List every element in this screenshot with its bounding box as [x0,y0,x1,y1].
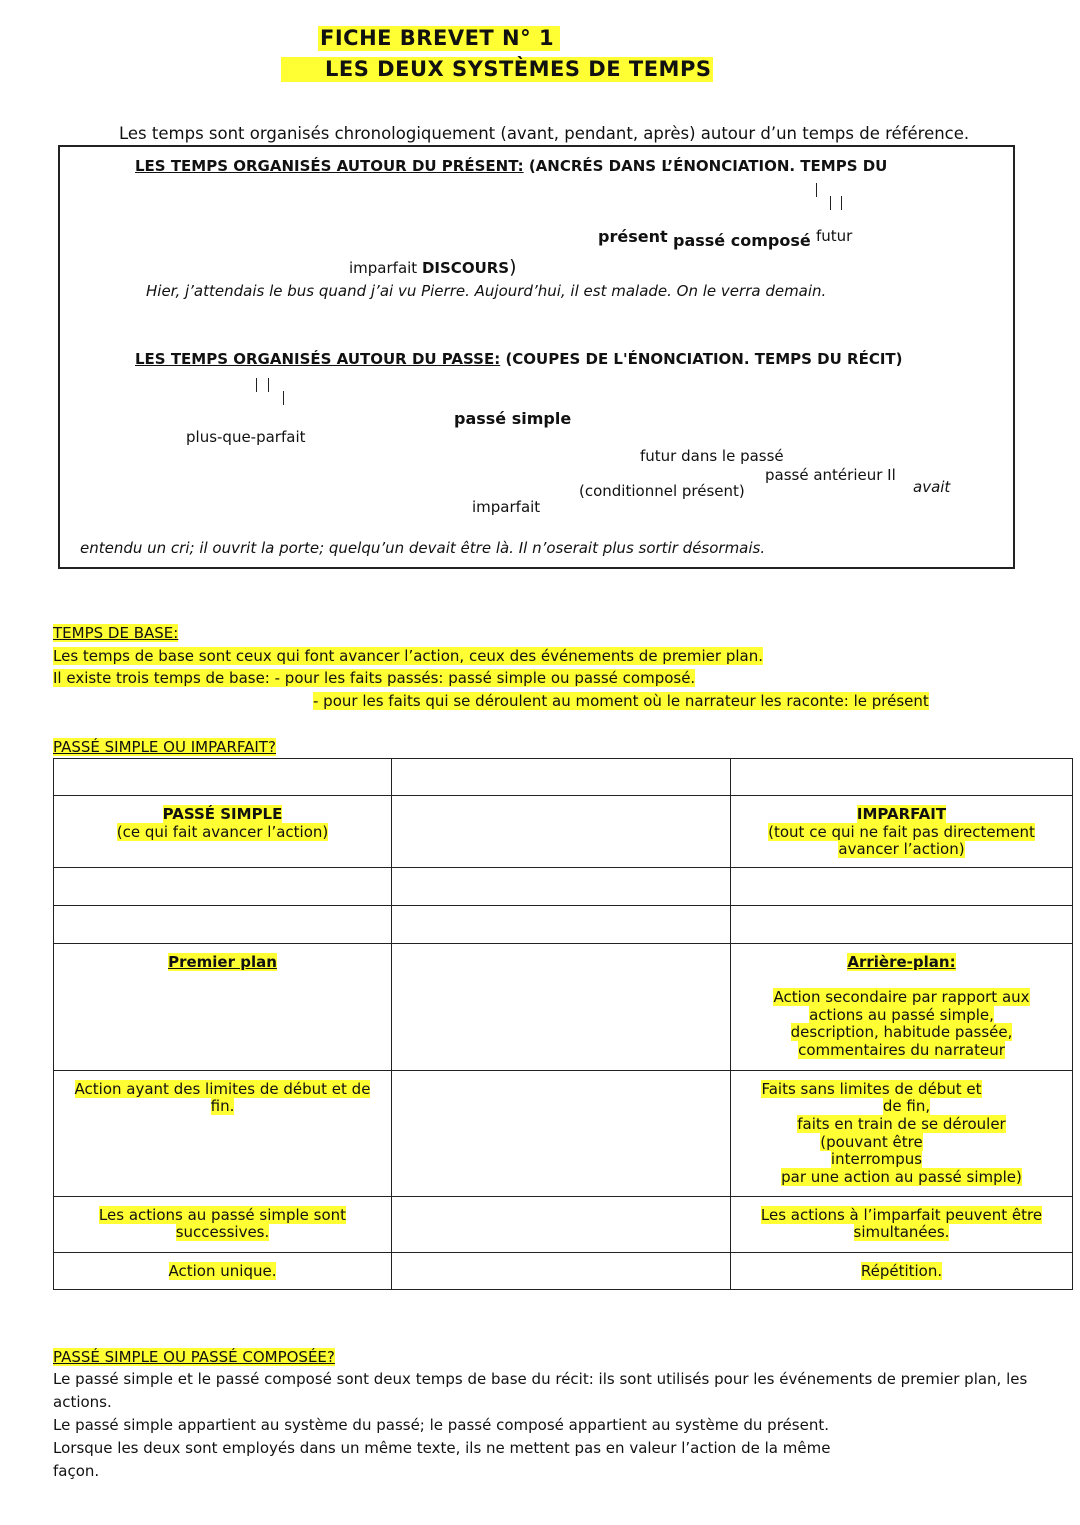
imp-repetition-text: Répétition. [860,1261,943,1280]
imp-subtitle-2: avancer l’action) [838,840,965,859]
timeline-tick [841,196,842,210]
past-system-heading-rest: (COUPES DE L'ÉNONCIATION. TEMPS DU RÉCIT) [500,350,903,368]
label-discours: DISCOURS [421,259,510,277]
table-row [54,868,1073,906]
label-avait: avait [913,478,951,496]
premier-plan-label: Premier plan [168,953,277,972]
ps-successive-line: successives. [175,1223,270,1242]
cell-imp-simultaneous [731,1196,1073,1252]
ps-vs-pc-heading: PASSÉ SIMPLE OU PASSÉ COMPOSÉE? [53,1348,335,1366]
timeline-tick [816,183,817,197]
present-system-heading [135,157,887,175]
timeline-tick [268,378,269,392]
label-present: présent [598,227,668,246]
cell-premier-plan [54,944,392,1070]
past-system-heading-underlined: LES TEMPS ORGANISÉS AUTOUR DU PASSE: [135,350,501,368]
label-passe-compose: passé composé [673,231,811,250]
label-imparfait-discours [349,256,517,279]
label-conditionnel-present: (conditionnel présent) [579,482,745,500]
page-title-line2: LES DEUX SYSTÈMES DE TEMPS [281,57,713,82]
past-system-heading [135,350,903,368]
ps-vs-pc-p3-line2: façon. [53,1462,100,1480]
imp-limits-line: interrompus [830,1150,923,1169]
temps-de-base-heading: TEMPS DE BASE: [53,624,179,642]
timeline-tick [256,378,257,392]
comparison-table [53,758,1073,1290]
ps-vs-pc-p1-line1: Le passé simple et le passé composé sont deux temps de base du récit: ils sont utilisés pour les événements de premier plan, les [53,1370,1028,1388]
arriere-desc-line: description, habitude passée, [790,1023,1013,1042]
table-row [54,759,1073,796]
page-title-line1: FICHE BREVET N° 1 [318,26,560,51]
cell-imparfait-title [731,796,1073,868]
table-row [54,1070,1073,1196]
imp-limits-line: Faits sans limites de début et [761,1079,982,1098]
ps-limits-text: Action ayant des limites de début et de fin. [74,1079,371,1116]
imp-limits-line: faits en train de se dérouler [797,1114,1006,1133]
label-passe-anterieur: passé antérieur Il [765,466,896,484]
imp-title: IMPARFAIT [856,805,947,824]
imp-simultaneous-line: simultanées. [853,1223,950,1242]
ps-vs-pc-p2: Le passé simple appartient au système du passé; le passé composé appartient au système du présent. [53,1416,829,1434]
temps-de-base-line3: - pour les faits qui se déroulent au moment où le narrateur les raconte: le présent [313,692,929,710]
temps-de-base-line1: Les temps de base sont ceux qui font avancer l’action, ceux des événements de premier plan. [53,647,763,665]
arriere-plan-label: Arrière-plan: [847,953,956,972]
cell-imp-limits [731,1070,1073,1196]
label-passe-simple: passé simple [454,409,572,428]
present-system-heading-underlined: LES TEMPS ORGANISÉS AUTOUR DU PRÉSENT: [135,157,524,175]
temps-de-base-line2: Il existe trois temps de base: - pour les faits passés: passé simple ou passé composé. [53,669,696,687]
ps-subtitle: (ce qui fait avancer l’action) [116,822,329,841]
imp-limits-line: (pouvant être [820,1132,923,1151]
imp-simultaneous-line: Les actions à l’imparfait peuvent être [760,1205,1043,1224]
closing-paren: ) [509,256,517,278]
table-row [54,1252,1073,1289]
present-system-heading-rest: (ANCRÉS DANS L’ÉNONCIATION. TEMPS DU [523,157,888,175]
arriere-desc-line: Action secondaire par rapport aux [773,988,1030,1006]
timeline-tick [283,391,284,405]
arriere-desc-line: actions au passé simple, [809,1005,994,1024]
ps-successive-line: Les actions au passé simple sont [98,1205,347,1224]
table-row [54,944,1073,1070]
present-example: Hier, j’attendais le bus quand j’ai vu Pierre. Aujourd’hui, il est malade. On le verra demain. [146,282,827,300]
ps-vs-pc-p3-line1: Lorsque les deux sont employés dans un même texte, ils ne mettent pas en valeur l’action de la même [53,1439,831,1457]
cell-ps-limits [54,1070,392,1196]
ps-vs-pc-p1-line2: actions. [53,1393,112,1411]
cell-arriere-plan [731,944,1073,1070]
cell-ps-successive [54,1196,392,1252]
cell-ps-unique [54,1252,392,1289]
imp-limits-line: de fin, [882,1097,931,1116]
table-row [54,906,1073,944]
ps-unique-text: Action unique. [168,1261,277,1280]
label-plus-que-parfait: plus-que-parfait [186,428,306,446]
past-example: entendu un cri; il ouvrit la porte; quelqu’un devait être là. Il n’oserait plus sortir désormais. [80,539,766,557]
label-futur-dans-le-passe: futur dans le passé [640,447,784,465]
label-imparfait: imparfait [349,259,418,277]
comparison-heading: PASSÉ SIMPLE OU IMPARFAIT? [53,738,276,756]
cell-passe-simple-title [54,796,392,868]
label-futur: futur [816,227,853,245]
table-row [54,796,1073,868]
arriere-desc-line: commentaires du narrateur [798,1041,1005,1060]
ps-title: PASSÉ SIMPLE [162,805,283,824]
imp-subtitle-1: (tout ce qui ne fait pas directement [768,822,1035,841]
imp-limits-line: par une action au passé simple) [781,1167,1022,1186]
table-row [54,1196,1073,1252]
intro-text: Les temps sont organisés chronologiquement (avant, pendant, après) autour d’un temps de référence. [119,124,970,143]
label-imparfait-past: imparfait [472,498,541,516]
timeline-tick [830,196,831,210]
cell-imp-repetition [731,1252,1073,1289]
